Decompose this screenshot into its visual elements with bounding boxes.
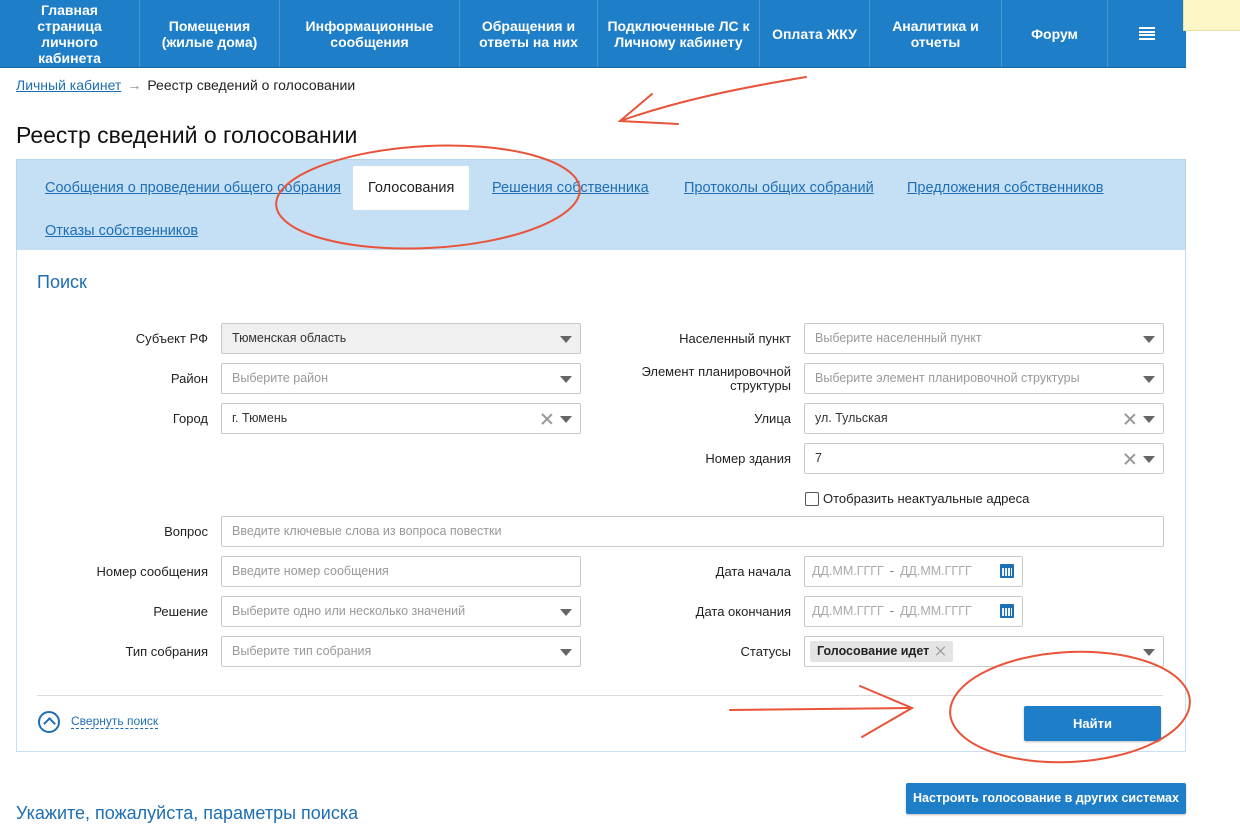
- clear-icon[interactable]: [540, 412, 554, 426]
- district-label: Район: [170, 371, 208, 386]
- date-separator: -: [889, 604, 894, 618]
- end-date-to[interactable]: ДД.ММ.ГГГГ: [899, 604, 972, 618]
- calendar-icon[interactable]: [1000, 564, 1014, 578]
- subject-select[interactable]: [221, 323, 581, 354]
- planning-select[interactable]: [804, 363, 1164, 394]
- statuses-label: Статусы: [740, 644, 791, 659]
- locality-select[interactable]: [804, 323, 1164, 354]
- question-placeholder: Введите ключевые слова из вопроса повестки: [232, 524, 502, 538]
- clear-icon[interactable]: [1123, 412, 1137, 426]
- district-placeholder: Выберите район: [232, 371, 328, 385]
- breadcrumb-current: Реестр сведений о голосовании: [147, 77, 356, 93]
- message-number-placeholder: Введите номер сообщения: [232, 564, 389, 578]
- nav-connected-accounts[interactable]: Подключенные ЛС к Личному кабинету: [598, 0, 760, 67]
- building-select[interactable]: [804, 443, 1164, 474]
- chevron-down-icon: [1143, 416, 1155, 423]
- start-date-label: Дата начала: [715, 564, 791, 579]
- top-navigation: [0, 0, 1186, 68]
- chevron-down-icon: [560, 336, 572, 343]
- nav-info-messages[interactable]: Информационные сообщения: [280, 0, 460, 67]
- tab-owner-refusals[interactable]: Отказы собственников: [45, 223, 199, 239]
- breadcrumb-arrow-icon: →: [127, 77, 142, 93]
- meeting-type-label: Тип собрания: [125, 644, 208, 659]
- page-title: Реестр сведений о голосовании: [16, 122, 358, 148]
- nav-forum[interactable]: Форум: [1002, 0, 1108, 67]
- status-chip: [810, 641, 953, 662]
- subject-label: Субъект РФ: [135, 331, 208, 346]
- end-date-from[interactable]: ДД.ММ.ГГГГ: [812, 604, 884, 618]
- question-label: Вопрос: [164, 524, 208, 539]
- message-number-input[interactable]: [221, 556, 581, 587]
- show-inactive-label[interactable]: Отобразить неактуальные адреса: [823, 491, 1030, 506]
- street-select[interactable]: [804, 403, 1164, 434]
- nav-menu-button[interactable]: [1108, 0, 1186, 67]
- close-icon[interactable]: [935, 645, 947, 657]
- annotation-arrow-breadcrumb-head: [620, 94, 678, 124]
- decision-select[interactable]: [221, 596, 581, 627]
- configure-voting-button[interactable]: Настроить голосование в других системах: [906, 783, 1186, 814]
- chevron-up-icon[interactable]: [38, 711, 60, 733]
- locality-placeholder: Выберите населенный пункт: [815, 331, 982, 345]
- chevron-down-icon: [1143, 336, 1155, 343]
- city-value: г. Тюмень: [232, 411, 288, 425]
- subject-value: Тюменская область: [232, 331, 347, 345]
- end-date-label: Дата окончания: [695, 604, 791, 619]
- chevron-down-icon: [560, 416, 572, 423]
- start-date-to[interactable]: ДД.ММ.ГГГГ: [899, 564, 972, 578]
- nav-analytics[interactable]: Аналитика и отчеты: [870, 0, 1002, 67]
- corner-sticky-note: [1183, 0, 1240, 31]
- building-value: 7: [815, 451, 822, 465]
- question-input[interactable]: [221, 516, 1164, 547]
- chevron-down-icon: [560, 649, 572, 656]
- collapse-search-link[interactable]: Свернуть поиск: [71, 714, 159, 728]
- annotation-arrow-breadcrumb: [620, 77, 806, 121]
- tab-owner-decisions[interactable]: Решения собственника: [492, 180, 649, 196]
- start-date-from[interactable]: ДД.ММ.ГГГГ: [812, 564, 884, 578]
- city-label: Город: [172, 411, 208, 426]
- nav-payment[interactable]: Оплата ЖКУ: [760, 0, 870, 67]
- locality-label: Населенный пункт: [679, 331, 791, 346]
- district-select[interactable]: [221, 363, 581, 394]
- search-hint: Укажите, пожалуйста, параметры поиска: [16, 803, 359, 823]
- end-date-range[interactable]: [804, 596, 1023, 627]
- calendar-icon[interactable]: [1000, 604, 1014, 618]
- breadcrumb-home-link[interactable]: Личный кабинет: [16, 77, 122, 93]
- tab-owner-proposals[interactable]: Предложения собственников: [907, 180, 1104, 196]
- divider: [37, 695, 1163, 696]
- find-button[interactable]: Найти: [1024, 706, 1161, 741]
- decision-placeholder: Выберите одно или несколько значений: [232, 604, 466, 618]
- search-title: Поиск: [37, 272, 87, 292]
- hamburger-icon: [1139, 27, 1155, 40]
- show-inactive-checkbox[interactable]: [805, 492, 819, 506]
- building-label: Номер здания: [705, 451, 791, 466]
- street-value: ул. Тульская: [815, 411, 888, 425]
- nav-home[interactable]: Главная страница личного кабинета: [0, 0, 140, 67]
- meeting-type-select[interactable]: [221, 636, 581, 667]
- chevron-down-icon: [560, 609, 572, 616]
- status-chip-label: Голосование идет: [817, 644, 930, 658]
- chevron-down-icon: [1143, 456, 1155, 463]
- breadcrumb: [16, 77, 355, 93]
- clear-icon[interactable]: [1123, 452, 1137, 466]
- meeting-type-placeholder: Выберите тип собрания: [232, 644, 372, 658]
- planning-label: Элемент планировочной структуры: [641, 364, 791, 393]
- tab-meeting-protocols[interactable]: Протоколы общих собраний: [684, 180, 874, 196]
- nav-appeals[interactable]: Обращения и ответы на них: [460, 0, 598, 67]
- tab-votings[interactable]: Голосования: [353, 166, 469, 210]
- message-number-label: Номер сообщения: [96, 564, 208, 579]
- planning-placeholder: Выберите элемент планировочной структуры: [815, 371, 1080, 385]
- start-date-range[interactable]: [804, 556, 1023, 587]
- street-label: Улица: [754, 411, 791, 426]
- decision-label: Решение: [153, 604, 208, 619]
- chevron-down-icon: [560, 376, 572, 383]
- date-separator: -: [889, 564, 894, 578]
- tab-meeting-messages[interactable]: Сообщения о проведении общего собрания: [45, 180, 341, 196]
- chevron-down-icon: [1143, 649, 1155, 656]
- city-select[interactable]: [221, 403, 581, 434]
- statuses-select[interactable]: [804, 636, 1164, 667]
- chevron-down-icon: [1143, 376, 1155, 383]
- nav-premises[interactable]: Помещения (жилые дома): [140, 0, 280, 67]
